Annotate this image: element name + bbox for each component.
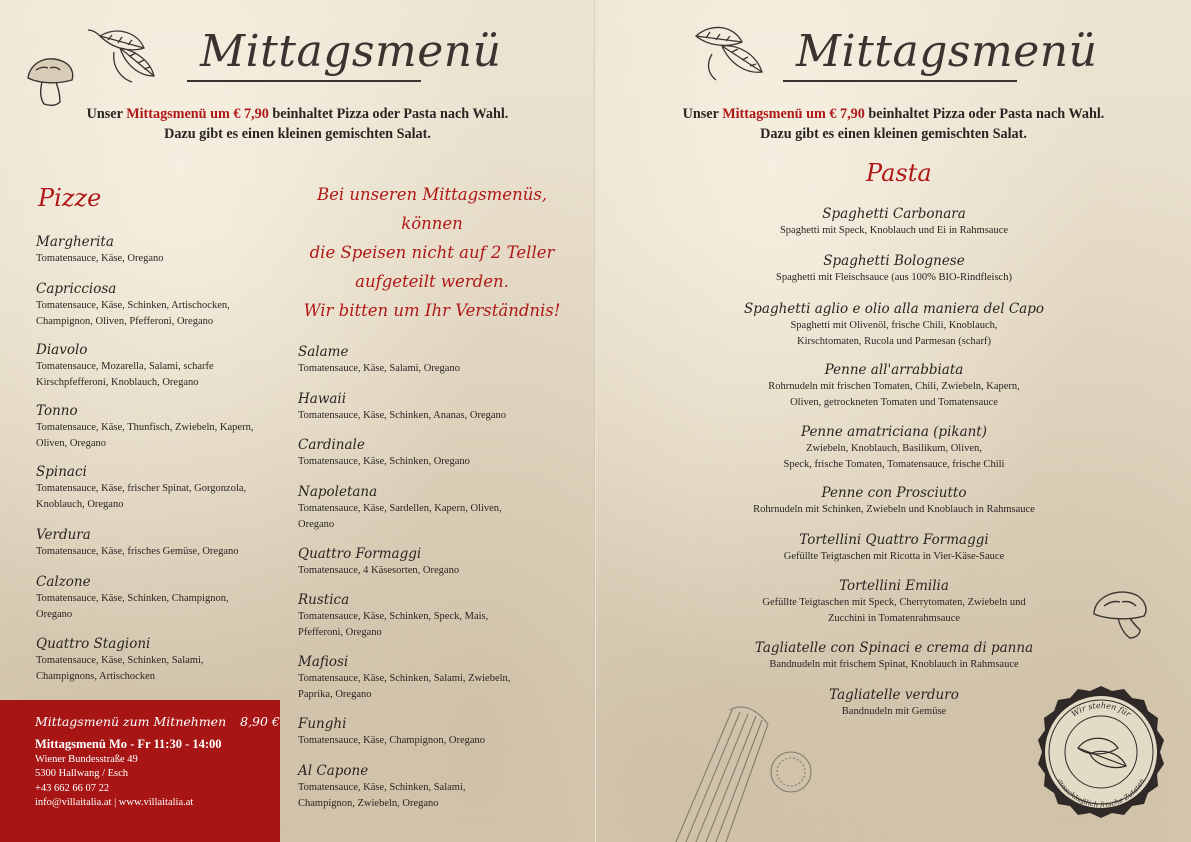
- pizza-item: [298, 391, 506, 424]
- pasta-desc: Spaghetti mit Olivenöl, frische Chili, Knoblauch,: [790, 320, 998, 331]
- pasta-name: Tagliatelle con Spinaci e crema di panna: [754, 640, 1034, 656]
- pizza-desc: Oliven, Oregano: [36, 437, 106, 449]
- pizza-desc: Tomatensauce, Käse, Schinken, Salami,: [298, 782, 466, 793]
- pasta-desc: Speck, frische Tomaten, Tomatensauce, frische Chili: [783, 458, 1005, 470]
- notice-line: die Speisen nicht auf 2 Teller: [309, 243, 555, 262]
- pizza-desc: Oregano: [36, 608, 73, 620]
- pizza-name: Cardinale: [298, 437, 365, 453]
- pizza-desc: Oregano: [298, 518, 335, 530]
- takeaway-title: Mittagsmenü zum Mitnehmen 8,90 €: [35, 714, 280, 729]
- pasta-name: Tortellini Emilia: [839, 578, 949, 594]
- pizza-name: Capricciosa: [36, 281, 117, 297]
- pizza-item: [36, 342, 214, 390]
- pasta-desc: Zwiebeln, Knoblauch, Basilikum, Oliven,: [806, 443, 982, 454]
- badge-text-top: Wir stehen für: [1069, 700, 1133, 719]
- pizza-item: [36, 527, 238, 560]
- intro-text-right: [636, 104, 1151, 144]
- pizza-name: Mafiosi: [298, 654, 349, 670]
- pizza-item: [36, 234, 164, 267]
- pasta-item: [704, 206, 1084, 239]
- pasta-desc: Bandnudeln mit frischem Spinat, Knoblauch in Rahmsauce: [769, 659, 1019, 670]
- page-title-right: Mittagsmenü: [796, 26, 1098, 77]
- page-title-left: Mittagsmenü: [200, 26, 502, 77]
- pizza-name: Funghi: [298, 716, 347, 732]
- pizza-desc: Tomatensauce, Käse, Thunfisch, Zwiebeln, Kapern,: [36, 422, 254, 433]
- pasta-name: Tagliatelle verduro: [829, 687, 959, 703]
- pizza-desc: Tomatensauce, Käse, frisches Gemüse, Oregano: [36, 546, 239, 557]
- pizza-desc: Tomatensauce, Käse, Schinken, Artischocken,: [36, 300, 230, 311]
- pizza-desc: Tomatensauce, Käse, Schinken, Speck, Mais,: [298, 611, 489, 622]
- pasta-desc: Rohrnudeln mit frischen Tomaten, Chili, Zwiebeln, Kapern,: [768, 381, 1020, 392]
- price-highlight: Mittagsmenü um € 7,90: [722, 106, 865, 122]
- notice-text: [293, 180, 571, 325]
- pasta-item: [704, 301, 1084, 349]
- pasta-desc: Bandnudeln mit Gemüse: [841, 706, 947, 717]
- pizza-desc: Tomatensauce, Käse, Schinken, Salami,: [36, 655, 204, 666]
- title-underline: [187, 80, 421, 82]
- pasta-name: Penne all'arrabbiata: [824, 362, 964, 378]
- pasta-item: [704, 532, 1084, 565]
- takeaway-info-box: [0, 700, 280, 842]
- pizza-desc: Tomatensauce, Käse, Schinken, Oregano: [298, 456, 470, 467]
- pizza-desc: Tomatensauce, Käse, Schinken, Ananas, Oregano: [298, 410, 507, 421]
- menu-page-right: [596, 0, 1191, 842]
- section-title-pasta: Pasta: [866, 159, 932, 187]
- pizza-desc: Tomatensauce, Käse, Schinken, Champignon,: [36, 593, 229, 604]
- pasta-desc: Rohrnudeln mit Schinken, Zwiebeln und Knoblauch in Rahmsauce: [753, 504, 1035, 515]
- notice-line: Bei unseren Mittagsmenüs, können: [316, 185, 548, 233]
- pizza-name: Napoletana: [298, 484, 378, 500]
- section-title-pizze: Pizze: [38, 184, 102, 212]
- pizza-name: Margherita: [36, 234, 114, 250]
- pasta-name: Penne amatriciana (pikant): [800, 424, 988, 440]
- contact-links: info@villaitalia.at | www.villaitalia.at: [35, 797, 194, 808]
- title-underline: [783, 80, 1017, 82]
- pasta-sketch-illustration: [636, 700, 826, 842]
- pizza-name: Spinaci: [36, 464, 87, 480]
- pizza-name: Verdura: [36, 527, 91, 543]
- intro-line-2: Dazu gibt es einen kleinen gemischten Salat.: [164, 126, 431, 142]
- pasta-name: Spaghetti Bolognese: [823, 253, 965, 269]
- notice-line: aufgeteilt werden.: [355, 272, 509, 291]
- pizza-item: [36, 464, 246, 512]
- takeaway-hours: Mittagsmenü Mo - Fr 11:30 - 14:00: [35, 737, 222, 751]
- pizza-desc: Champignon, Zwiebeln, Oregano: [298, 797, 439, 809]
- pasta-name: Spaghetti Carbonara: [822, 206, 966, 222]
- pasta-item: [704, 640, 1084, 673]
- address-city: 5300 Hallwang / Esch: [35, 768, 129, 779]
- pasta-desc: Gefüllte Teigtaschen mit Speck, Cherrytomaten, Zwiebeln und: [762, 597, 1026, 608]
- address-street: Wiener Bundesstraße 49: [35, 754, 138, 765]
- pizza-item: [298, 546, 459, 579]
- pizza-name: Quattro Formaggi: [298, 546, 422, 562]
- intro-line-1: Unser Mittagsmenü um € 7,90 beinhaltet Pizza oder Pasta nach Wahl.: [682, 106, 1105, 122]
- pizza-desc: Paprika, Oregano: [298, 688, 372, 700]
- pasta-desc: Spaghetti mit Speck, Knoblauch und Ei in Rahmsauce: [779, 225, 1009, 236]
- pizza-name: Tonno: [36, 403, 78, 419]
- takeaway-price: 8,90 €: [240, 714, 280, 729]
- intro-text-left: [40, 104, 555, 144]
- pizza-item: [36, 281, 230, 329]
- menu-page-left: [0, 0, 595, 842]
- pizza-item: [298, 484, 502, 532]
- pizza-desc: Tomatensauce, 4 Käsesorten, Oregano: [298, 565, 460, 576]
- pizza-desc: Pfefferoni, Oregano: [298, 626, 382, 638]
- mushroom-illustration: [1090, 584, 1150, 644]
- pasta-desc: Oliven, getrockneten Tomaten und Tomatensauce: [790, 396, 998, 408]
- pizza-name: Salame: [298, 344, 349, 360]
- pizza-name: Al Capone: [298, 763, 369, 779]
- pizza-desc: Knoblauch, Oregano: [36, 498, 124, 510]
- pizza-desc: Tomatensauce, Käse, frischer Spinat, Gorgonzola,: [36, 483, 247, 494]
- badge-text-bottom: ausschließlich frische Zutaten: [1055, 777, 1147, 810]
- pasta-name: Tortellini Quattro Formaggi: [799, 532, 989, 548]
- price-highlight: Mittagsmenü um € 7,90: [126, 106, 269, 122]
- pizza-desc: Tomatensauce, Käse, Schinken, Salami, Zwiebeln,: [298, 673, 511, 684]
- pizza-name: Quattro Stagioni: [36, 636, 151, 652]
- pasta-name: Spaghetti aglio e olio alla maniera del Capo: [744, 301, 1044, 317]
- pizza-desc: Champignon, Oliven, Pfefferoni, Oregano: [36, 315, 214, 327]
- basil-leaves-illustration: [692, 14, 772, 84]
- pasta-desc: Gefüllte Teigtaschen mit Ricotta in Vier-Käse-Sauce: [783, 551, 1005, 562]
- pizza-item: [298, 654, 510, 702]
- notice-line: Wir bitten um Ihr Verständnis!: [303, 301, 561, 320]
- pizza-desc: Kirschpfefferoni, Knoblauch, Oregano: [36, 376, 199, 388]
- pizza-item: [298, 437, 470, 470]
- pasta-desc: Spaghetti mit Fleischsauce (aus 100% BIO-Rindfleisch): [776, 272, 1012, 283]
- phone-number: +43 662 66 07 22: [35, 783, 110, 794]
- pasta-item: [704, 253, 1084, 286]
- pasta-name: Penne con Prosciutto: [821, 485, 967, 501]
- pizza-desc: Tomatensauce, Käse, Salami, Oregano: [298, 363, 460, 374]
- pizza-item: [298, 763, 466, 811]
- pasta-desc: Zucchini in Tomatenrahmsauce: [827, 612, 961, 624]
- pizza-name: Calzone: [36, 574, 91, 590]
- pizza-desc: Tomatensauce, Mozarella, Salami, scharfe: [36, 361, 214, 372]
- pizza-desc: Champignons, Artischocken: [36, 670, 155, 682]
- pizza-name: Diavolo: [36, 342, 88, 358]
- intro-line-2: Dazu gibt es einen kleinen gemischten Salat.: [760, 126, 1027, 142]
- pizza-desc: Tomatensauce, Käse, Champignon, Oregano: [298, 735, 486, 746]
- pasta-item: [704, 578, 1084, 626]
- pizza-item: [298, 716, 485, 749]
- fresh-ingredients-badge: [1030, 682, 1172, 824]
- pizza-name: Hawaii: [298, 391, 347, 407]
- pizza-item: [36, 636, 204, 684]
- pizza-item: [298, 344, 460, 377]
- intro-line-1: Unser Mittagsmenü um € 7,90 beinhaltet Pizza oder Pasta nach Wahl.: [86, 106, 509, 122]
- pizza-desc: Tomatensauce, Käse, Oregano: [36, 253, 164, 264]
- pasta-item: [704, 485, 1084, 518]
- pasta-item: [704, 362, 1084, 410]
- pasta-desc: Kirschtomaten, Rucola und Parmesan (scharf): [797, 335, 991, 347]
- pizza-item: [298, 592, 488, 640]
- pasta-item: [704, 424, 1084, 472]
- pizza-desc: Tomatensauce, Käse, Sardellen, Kapern, Oliven,: [298, 503, 502, 514]
- pizza-name: Rustica: [298, 592, 350, 608]
- pizza-item: [36, 574, 229, 622]
- pizza-item: [36, 403, 253, 451]
- basil-mushroom-illustration: [22, 18, 172, 113]
